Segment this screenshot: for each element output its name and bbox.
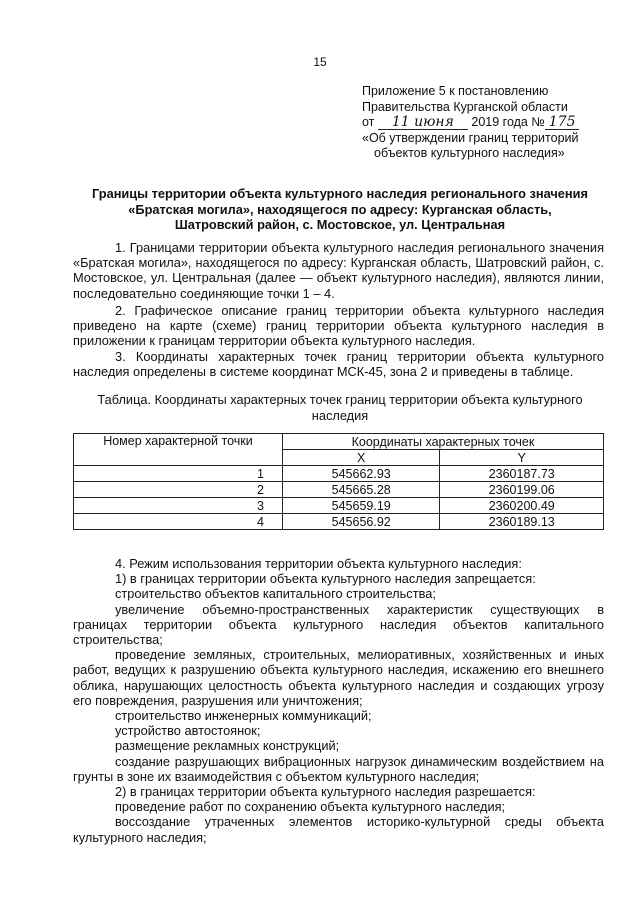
regime-item: 4. Режим использования территории объекта культурного наследия: (115, 556, 522, 571)
paragraph-1 (73, 240, 604, 301)
regime-item: устройство автостоянок; (115, 723, 261, 739)
document-title: Границы территории объекта культурного наследия регионального значения «Братская могила», находящегося по адресу: Курганская область, Шатровский район, с. Мостовское, ул. Центральная (92, 186, 588, 232)
header-y: Y (440, 450, 604, 466)
coord-x: 545662.93 (282, 466, 439, 482)
paragraph-3 (73, 349, 604, 379)
coord-x: 545656.92 (282, 514, 439, 530)
page-number: 15 (313, 55, 327, 69)
handwritten-number: 175 (545, 116, 579, 130)
regime-item: строительство объектов капитального строительства; (115, 586, 436, 602)
appendix-line-1: Приложение 5 к постановлению (362, 84, 549, 98)
table-row (74, 482, 604, 498)
appendix-line-4: «Об утверждении границ территорий (362, 130, 579, 145)
paragraph-2-text: 2. Графическое описание границ территории объекта культурного наследия приведено на карте (схеме) границ территории объекта культурного наследия в приложении к границам территории объекта культурного наследия. (73, 303, 604, 349)
point-number: 2 (74, 482, 283, 498)
paragraph-2 (73, 303, 604, 349)
appendix-line-2: Правительства Курганской области (362, 99, 568, 114)
appendix-line-5: объектов культурного наследия» (374, 146, 565, 160)
regime-item: проведение земляных, строительных, мелиоративных, хозяйственных и иных работ, ведущих к разрушению объекта культурного наследия, искажению его внешнего облика, нарушающих целостность объекта культурного наследия и создающих угрозу его повреждения, разрушения или уничтожения; (73, 647, 604, 708)
coord-y: 2360189.13 (440, 514, 604, 530)
coord-y: 2360200.49 (440, 498, 604, 514)
header-x: X (282, 450, 439, 466)
regime-item: строительство инженерных коммуникаций; (115, 708, 372, 724)
regime-item: 1) в границах территории объекта культурного наследия запрещается: (115, 571, 536, 587)
point-number: 1 (74, 466, 283, 482)
regime-item: проведение работ по сохранению объекта культурного наследия; (115, 799, 506, 815)
coord-x: 545659.19 (282, 498, 439, 514)
regime-item: воссоздание утраченных элементов историко-культурной среды объекта культурного наследия; (73, 814, 604, 845)
appendix-date-line (362, 115, 632, 131)
appendix-from-prefix: от (362, 115, 375, 129)
regime-item: 2) в границах территории объекта культурного наследия разрешается: (115, 784, 536, 800)
regime-item: увеличение объемно-пространственных характеристик существующих в границах территории объекта культурного наследия объектов капитального строительства; (73, 601, 604, 648)
coord-x: 545665.28 (282, 482, 439, 498)
point-number: 4 (74, 514, 283, 530)
regime-item: создание разрушающих вибрационных нагрузок динамическим воздействием на грунты в зоне их взаимодействия с объектом культурного наследия; (73, 753, 604, 784)
point-number: 3 (74, 498, 283, 514)
regime-item: размещение рекламных конструкций; (115, 738, 340, 754)
regime-section (73, 556, 604, 845)
table-row (74, 466, 604, 482)
table-row (74, 514, 604, 530)
header-coordinates: Координаты характерных точек (282, 434, 603, 450)
paragraph-1-text: 1. Границами территории объекта культурного наследия регионального значения «Братская могила», находящегося по адресу: Курганская область, Шатровский район, с. Мостовское, ул. Центральная (далее — объект культурного наследия), являются линии, последовательно соединяющие точки 1 – 4. (73, 240, 604, 301)
coord-y: 2360187.73 (440, 466, 604, 482)
handwritten-date: 11 июня (378, 116, 468, 130)
coord-y: 2360199.06 (440, 482, 604, 498)
table-row (74, 498, 604, 514)
paragraph-3-text: 3. Координаты характерных точек границ территории объекта культурного наследия определены в системе координат МСК-45, зона 2 и приведены в таблице. (73, 349, 604, 380)
table-caption: Таблица. Координаты характерных точек границ территории объекта культурного наследия (97, 392, 583, 423)
appendix-year: 2019 года № (471, 115, 545, 129)
coordinates-table (73, 433, 604, 530)
header-point-number: Номер характерной точки (74, 434, 283, 466)
appendix-header (362, 84, 632, 162)
